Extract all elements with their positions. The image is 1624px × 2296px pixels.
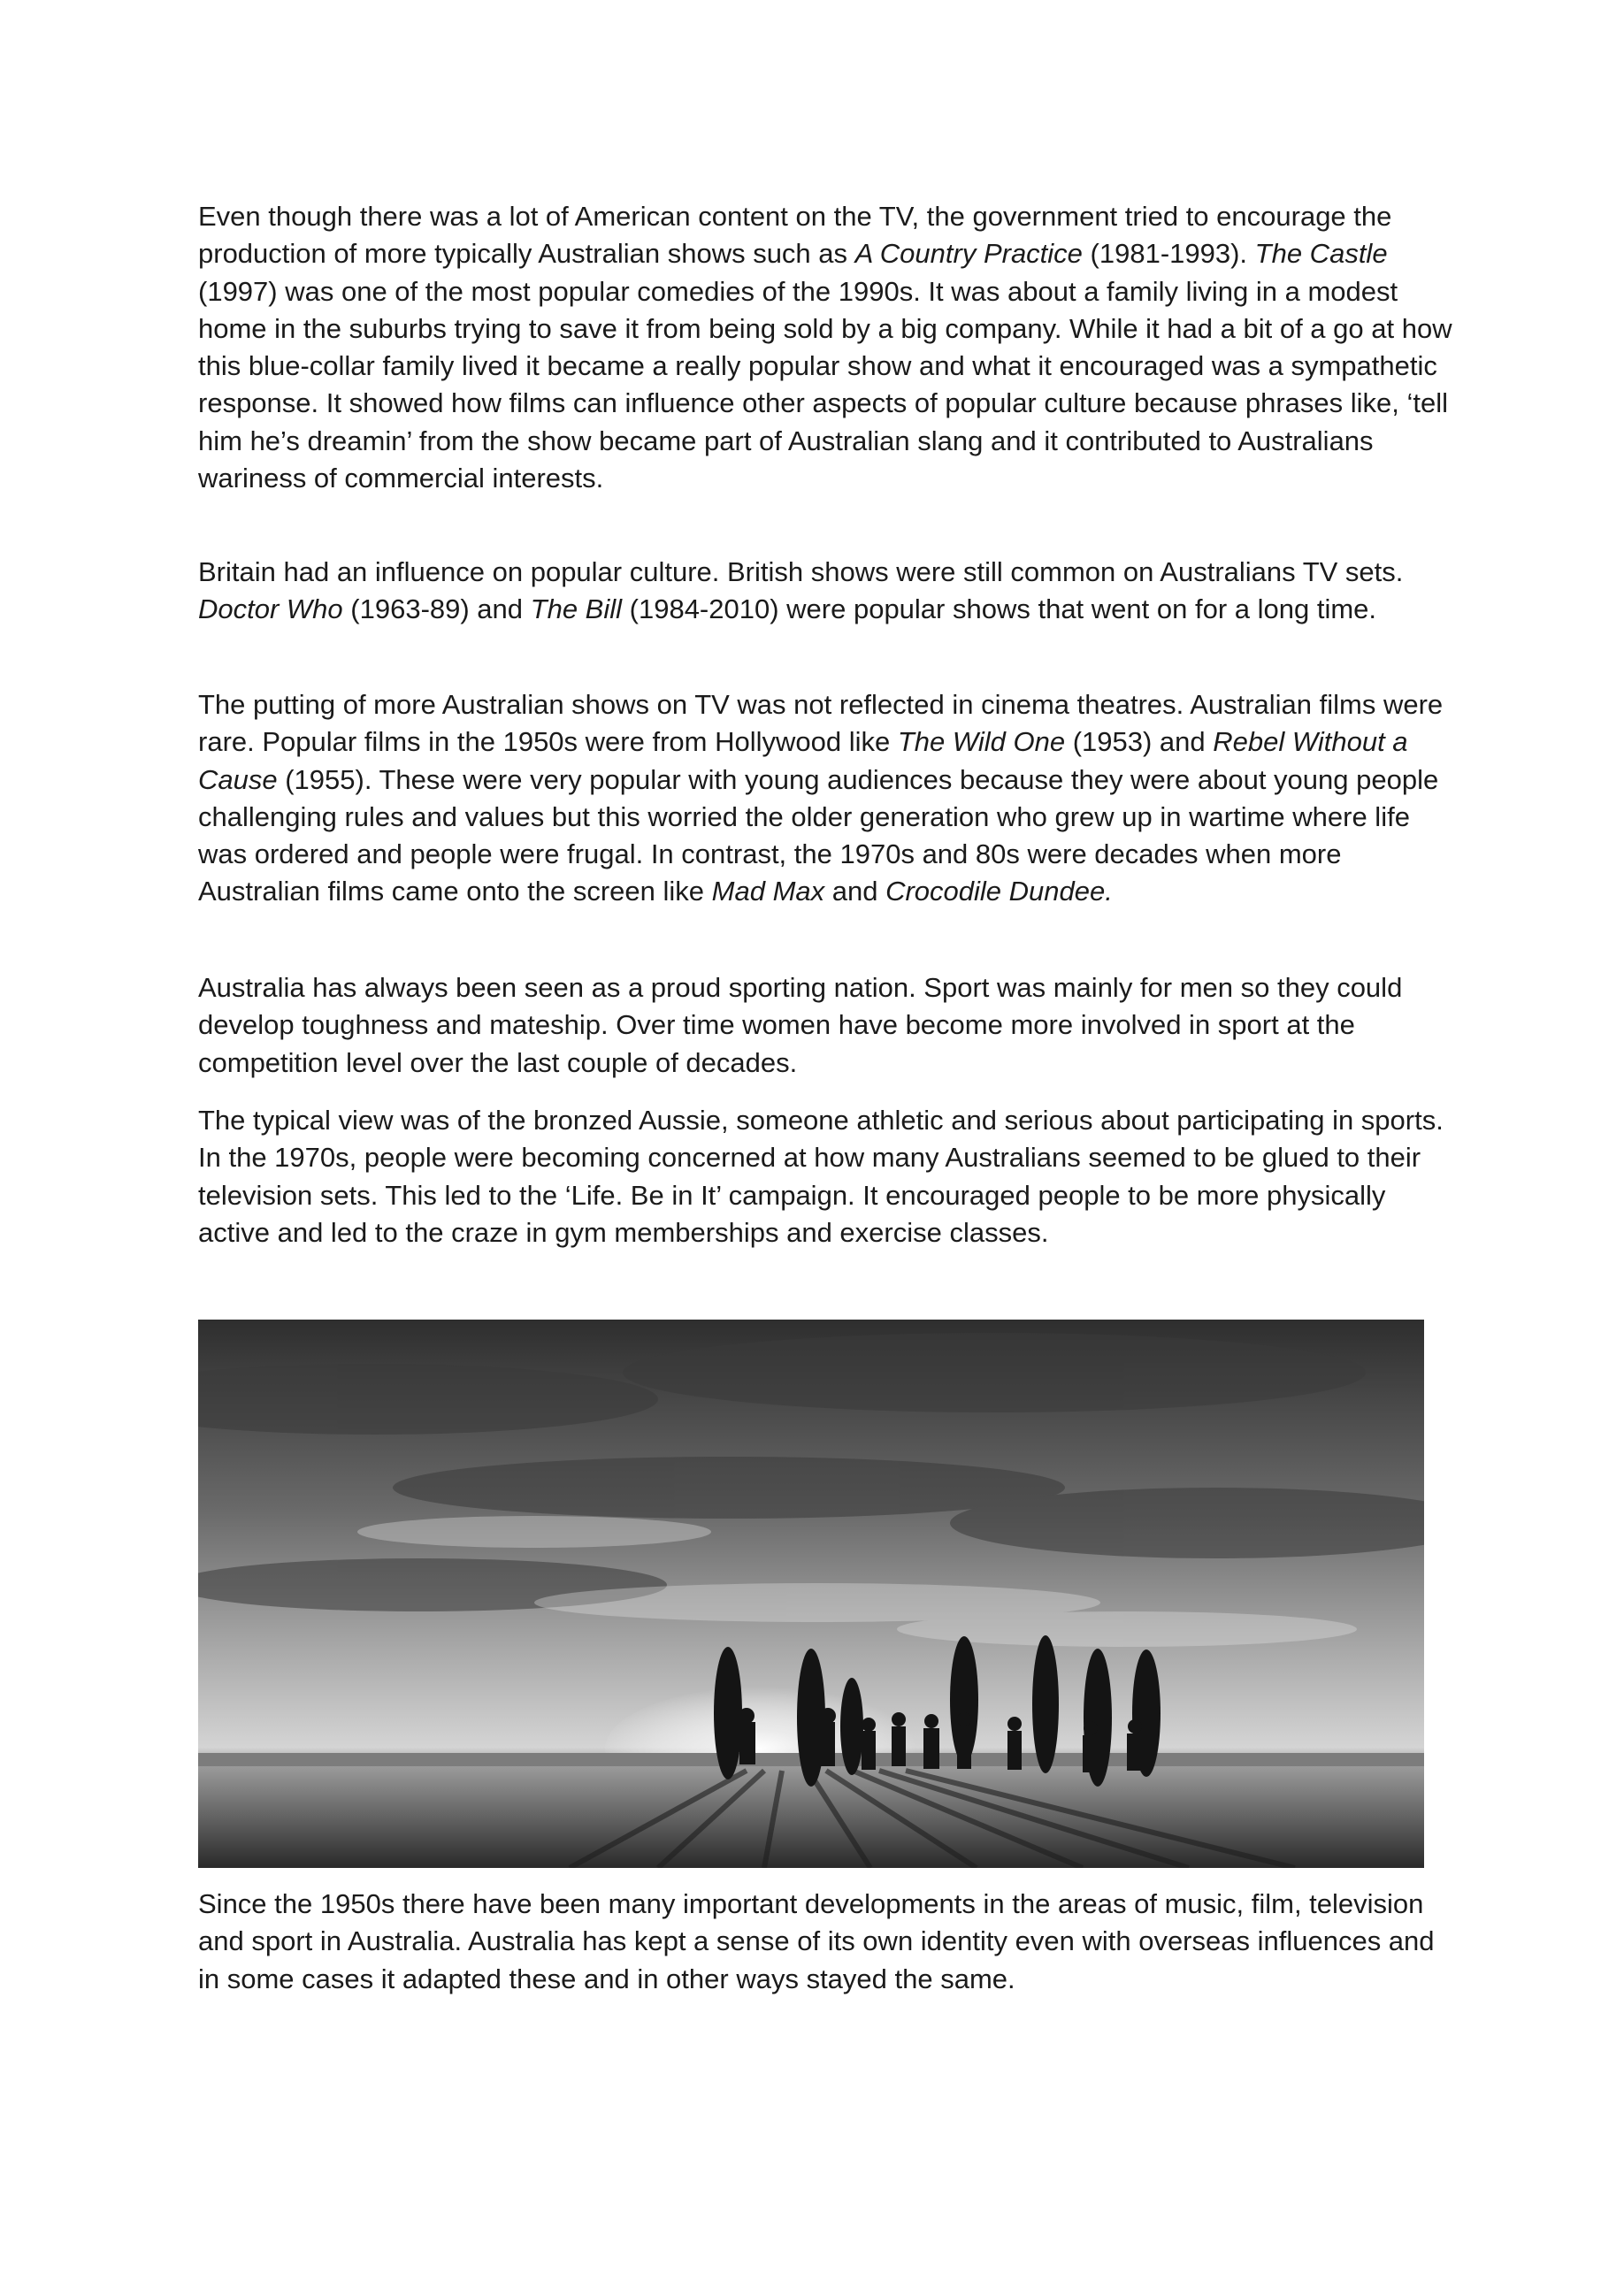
paragraph-british-influence bbox=[198, 554, 1454, 629]
title-crocodile-dundee: Crocodile Dundee. bbox=[885, 876, 1113, 907]
paragraph-conclusion bbox=[198, 1886, 1454, 1998]
title-the-bill: The Bill bbox=[530, 593, 623, 625]
title-a-country-practice: A Country Practice bbox=[854, 238, 1083, 270]
text-run: Australia has always been seen as a proud sporting nation. Sport was mainly for men so they could develop toughness and mateship. Over time women have become more involved in sport at the competition level over the last couple of decades. bbox=[198, 972, 1403, 1078]
title-the-castle: The Castle bbox=[1254, 238, 1388, 270]
text-run: (1984-2010) were popular shows that went on for a long time. bbox=[622, 593, 1377, 625]
text-run: Since the 1950s there have been many important developments in the areas of music, film, television and sport in Australia. Australia has kept a sense of its own identity even with overseas influences and in some cases it adapted these and in other ways stayed the same. bbox=[198, 1888, 1435, 1994]
text-run: (1955). These were very popular with young audiences because they were about young people challenging rules and values but this worried the older generation who grew up in wartime where life was ordered and people were frugal. In contrast, the 1970s and 80s were decades when more Australian films came onto the screen like bbox=[198, 763, 1439, 907]
surfers-silhouette-image bbox=[198, 1320, 1424, 1868]
title-mad-max: Mad Max bbox=[711, 876, 825, 907]
paragraph-bronzed-aussie bbox=[198, 1102, 1454, 1251]
title-the-wild-one: The Wild One bbox=[897, 726, 1066, 758]
text-run: The putting of more Australian shows on TV was not reflected in cinema theatres. Australian films were rare. Popular films in the 1950s were from Hollywood like bbox=[198, 689, 1444, 758]
text-run: (1963-89) and bbox=[342, 593, 531, 625]
paragraph-australian-tv-shows bbox=[198, 198, 1454, 497]
text-run: (1981-1993). bbox=[1082, 238, 1255, 270]
text-run: The typical view was of the bronzed Aussie, someone athletic and serious about participating in sports. In the 1970s, people were becoming concerned at how many Australians seemed to be glued to their television sets. This led to the ‘Life. Be in It’ campaign. It encouraged people to be more physically active and led to the craze in gym memberships and exercise classes. bbox=[198, 1105, 1444, 1248]
text-run: Britain had an influence on popular culture. British shows were still common on Australians TV sets. bbox=[198, 556, 1404, 587]
title-doctor-who: Doctor Who bbox=[198, 593, 343, 625]
text-run: Even though there was a lot of American content on the TV, the government tried to encourage the production of more typically Australian shows such as bbox=[198, 201, 1392, 270]
surfers-beach-photo bbox=[198, 1320, 1424, 1868]
paragraph-sporting-nation bbox=[198, 969, 1454, 1082]
paragraph-cinema bbox=[198, 686, 1454, 911]
title-rebel-without-a-cause: Rebel Without a Cause bbox=[198, 726, 1408, 795]
text-run: (1953) and bbox=[1065, 726, 1214, 758]
text-run: (1997) was one of the most popular comedies of the 1990s. It was about a family living in a modest home in the suburbs trying to save it from being sold by a big company. While it had a bit of a go at how this blue-collar family lived it became a really popular show and what it encouraged was a sympathetic response. It showed how films can influence other aspects of popular culture because phrases like, ‘tell him he’s dreamin’ from the show became part of Australian slang and it contributed to Australians wariness of commercial interests. bbox=[198, 275, 1452, 494]
text-run: and bbox=[824, 876, 886, 907]
